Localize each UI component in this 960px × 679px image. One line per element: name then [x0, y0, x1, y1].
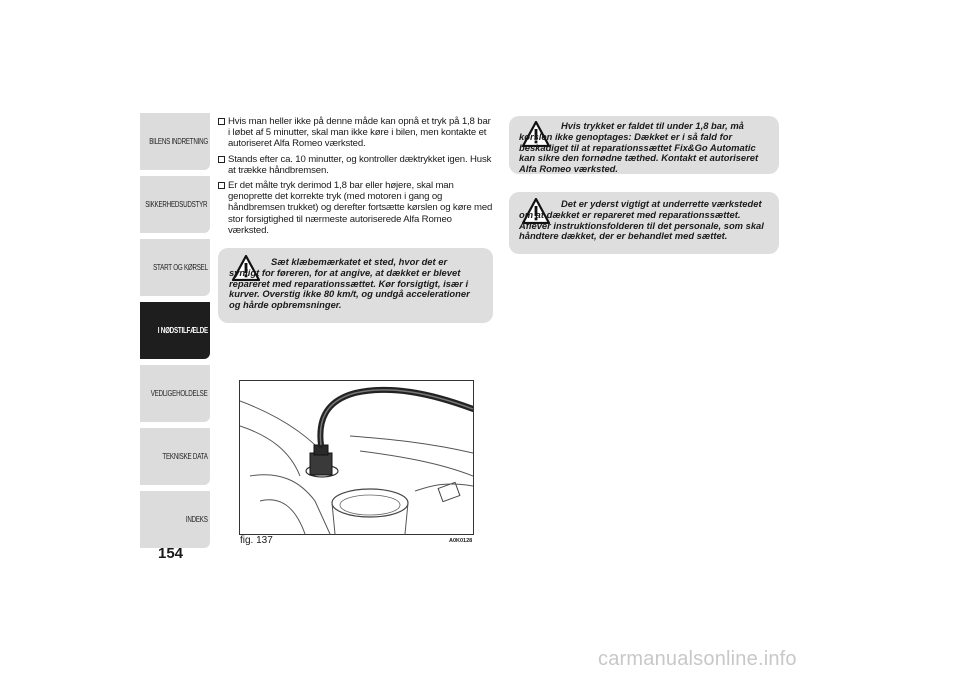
- tab-i-nodstilfaelde[interactable]: [140, 302, 210, 359]
- tab-start-og-korsel[interactable]: [140, 239, 210, 296]
- list-item-text: Hvis man heller ikke på denne måde kan opnå et tryk på 1,8 bar i løbet af 5 minutter, skal man ikke køre i bilen, men kontakte et autoriseret Alfa Romeo værksted.: [228, 116, 491, 150]
- tab-label: INDEKS: [185, 515, 208, 524]
- tab-label: BILENS INDRETNING: [148, 137, 208, 146]
- list-item: [218, 116, 494, 150]
- checkbox-bullet-icon: [218, 182, 225, 189]
- tab-label: VEDLIGEHOLDELSE: [150, 389, 208, 398]
- tab-tekniske-data[interactable]: [140, 428, 210, 485]
- tab-indeks[interactable]: [140, 491, 210, 548]
- tab-sikkerhedsudstyr[interactable]: [140, 176, 210, 233]
- warning-text: Sæt klæbemærkatet et sted, hvor det er synligt for føreren, for at angive, at dækket er blevet repareret med reparationssættet. Kør forsigtigt, især i kurver. Overstig ikke 80 km/t, og undgå accelerationer og hårde opbremsninger.: [229, 256, 470, 311]
- figure-code: A0K0128: [449, 538, 473, 544]
- list-item: [218, 154, 494, 176]
- tab-bilens-indretning[interactable]: [140, 113, 210, 170]
- warning-box-right-top: [509, 116, 779, 174]
- tab-label: I NØDSTILFÆLDE: [157, 326, 208, 335]
- list-item-text: Er det målte tryk derimod 1,8 bar eller højere, skal man genoprette det korrekte tryk (med motoren i gang og håndbremsen trukket) og derefter fortsætte kørslen og køre med stor forsigtighed til nærmeste autoriserede Alfa Romeo værksted.: [228, 180, 493, 236]
- tab-label: TEKNISKE DATA: [162, 452, 208, 461]
- tab-vedligeholdelse[interactable]: [140, 365, 210, 422]
- warning-box-right-bottom: [509, 192, 779, 254]
- page-number: 154: [158, 545, 184, 562]
- tab-label: SIKKERHEDSUDSTYR: [145, 200, 208, 209]
- tab-label: START OG KØRSEL: [152, 263, 208, 272]
- checkbox-bullet-icon: [218, 118, 225, 125]
- compressor-cable-illustration: [240, 381, 473, 534]
- list-item-text: Stands efter ca. 10 minutter, og kontroller dæktrykket igen. Husk at trække håndbremsen.: [228, 153, 492, 176]
- watermark: carmanualsonline.info: [598, 648, 797, 670]
- list-item: [218, 180, 494, 236]
- figure-caption: fig. 137: [240, 535, 273, 546]
- checkbox-bullet-icon: [218, 156, 225, 163]
- figure-illustration: [239, 380, 474, 535]
- body-text-column: [218, 116, 494, 240]
- warning-text: Det er yderst vigtigt at underrette værkstedet om at dækket er repareret med reparationssættet. Aflever instruktionsfolderen til det personale, som skal håndtere dækket, der er behandlet med sættet.: [519, 198, 764, 242]
- warning-box-left: [218, 248, 493, 323]
- warning-text: Hvis trykket er faldet til under 1,8 bar, må kørslen ikke genoptages: Dækket er i så fald for beskadiget til at reparationssættet Fix&Go Automatic kan sikre den fornødne tæthed. Kontakt et autoriseret Alfa Romeo værksted.: [519, 120, 759, 175]
